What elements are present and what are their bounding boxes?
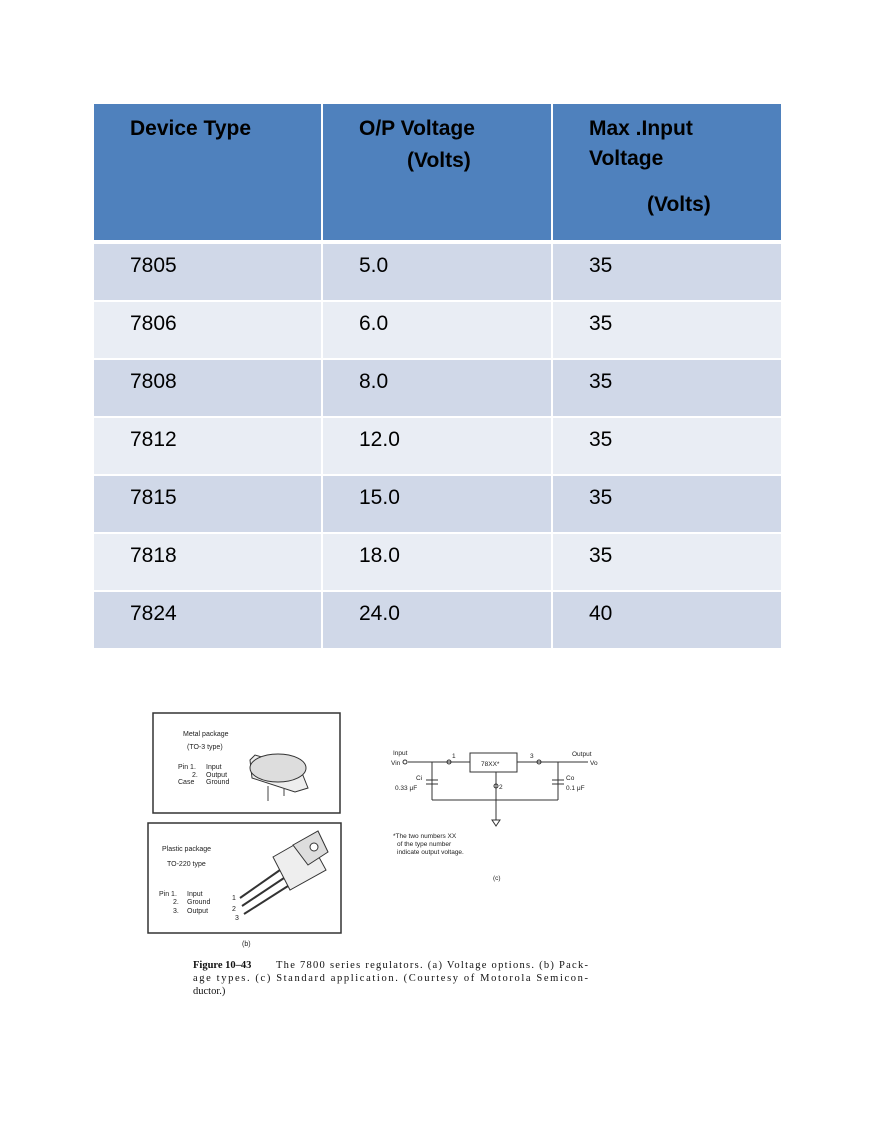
max-input-voltage-cell [553, 302, 781, 360]
cell-text: 7806 [130, 312, 177, 335]
device-type-cell [94, 592, 323, 650]
pin-label: Ground [187, 899, 211, 906]
header-text: (Volts) [647, 193, 711, 216]
cell-text: 5.0 [359, 254, 389, 277]
pin-label: Pin 1. [159, 891, 177, 898]
cell-text: 7815 [130, 486, 177, 509]
note-line: indicate output voltage. [397, 849, 464, 856]
device-type-cell [94, 534, 323, 592]
figure-7800-regulators [130, 700, 610, 1010]
table-row [94, 534, 781, 592]
ci-value: 0.33 μF [395, 785, 418, 792]
header-text: O/P Voltage [359, 117, 475, 140]
device-type-cell [94, 360, 323, 418]
header-device-type [94, 104, 323, 244]
pin-label: Case [178, 779, 195, 786]
header-max-input-voltage [553, 104, 781, 244]
pin-label: 2. [173, 899, 179, 906]
header-text: Voltage [589, 147, 664, 170]
cell-text: 8.0 [359, 370, 389, 393]
pin-label: Output [187, 908, 209, 915]
pin-label: 2. [192, 772, 198, 779]
pin-label: Pin 1. [178, 764, 196, 771]
op-voltage-cell [323, 418, 553, 476]
header-text: Device Type [130, 117, 252, 140]
lead-number: 2 [232, 906, 236, 913]
cell-text: 35 [589, 370, 613, 393]
caption-line: The 7800 series regulators. (a) Voltage options. (b) Pack- [276, 960, 588, 971]
cell-text: 12.0 [359, 428, 400, 451]
metal-type: (TO-3 type) [187, 744, 223, 751]
cell-text: 35 [589, 544, 613, 567]
co-value: 0.1 μF [566, 785, 585, 792]
table-row [94, 360, 781, 418]
max-input-voltage-cell [553, 534, 781, 592]
op-voltage-cell [323, 592, 553, 650]
cell-text: 35 [589, 254, 613, 277]
header-op-voltage [323, 104, 553, 244]
co-label: Co [566, 775, 575, 782]
pin-label: Input [187, 891, 203, 898]
cell-text: 7824 [130, 602, 177, 625]
cell-text: 18.0 [359, 544, 400, 567]
cell-text: 24.0 [359, 602, 400, 625]
op-voltage-cell [323, 534, 553, 592]
cell-text: 7808 [130, 370, 177, 393]
cell-text: 15.0 [359, 486, 400, 509]
plastic-title: Plastic package [162, 846, 212, 853]
op-voltage-cell [323, 244, 553, 302]
vin-label: Vin [391, 760, 401, 767]
to220-package-drawing [240, 831, 328, 914]
to3-package-drawing [250, 754, 308, 801]
cell-text: 7818 [130, 544, 177, 567]
table-row [94, 592, 781, 650]
table-row [94, 476, 781, 534]
table-row [94, 418, 781, 476]
device-type-cell [94, 302, 323, 360]
pin-label: 3. [173, 908, 179, 915]
note-line: *The two numbers XX [393, 833, 457, 840]
cell-text: 35 [589, 428, 613, 451]
max-input-voltage-cell [553, 476, 781, 534]
label-c: (c) [493, 875, 501, 882]
table-row [94, 302, 781, 360]
cell-text: 7805 [130, 254, 177, 277]
pin-label: Input [206, 764, 222, 771]
vo-label: Vo [590, 760, 598, 767]
metal-package-box [153, 713, 340, 813]
max-input-voltage-cell [553, 244, 781, 302]
note-line: of the type number [397, 841, 452, 848]
table-header-row [94, 104, 781, 244]
device-type-cell [94, 418, 323, 476]
pin-label: Output [206, 772, 228, 779]
pin3-label: 3 [530, 753, 534, 760]
max-input-voltage-cell [553, 360, 781, 418]
metal-title: Metal package [183, 731, 229, 738]
op-voltage-cell [323, 360, 553, 418]
input-label: Input [393, 750, 408, 757]
cell-text: 40 [589, 602, 613, 625]
chip-label: 78XX* [481, 761, 500, 768]
header-text: Max .Input [589, 117, 693, 140]
max-input-voltage-cell [553, 592, 781, 650]
cell-text: 7812 [130, 428, 177, 451]
output-label: Output [572, 751, 592, 758]
cell-text: 35 [589, 486, 613, 509]
lead-number: 1 [232, 895, 236, 902]
cell-text: 6.0 [359, 312, 389, 335]
max-input-voltage-cell [553, 418, 781, 476]
regulator-table [94, 104, 781, 650]
caption-line: ductor.) [193, 986, 226, 997]
device-type-cell [94, 476, 323, 534]
caption-line: age types. (c) Standard application. (Courtesy of Motorola Semicon- [193, 973, 589, 984]
pin2-label: 2 [499, 784, 503, 791]
pin1-label: 1 [452, 753, 456, 760]
plastic-type: TO-220 type [167, 861, 206, 868]
header-text: (Volts) [407, 149, 471, 172]
op-voltage-cell [323, 302, 553, 360]
label-b: (b) [242, 941, 251, 948]
device-type-cell [94, 244, 323, 302]
caption-figure-number: Figure 10–43 [193, 960, 252, 971]
ci-label: Ci [416, 775, 423, 782]
lead-number: 3 [235, 915, 239, 922]
pin-label: Ground [206, 779, 230, 786]
op-voltage-cell [323, 476, 553, 534]
cell-text: 35 [589, 312, 613, 335]
table-row [94, 244, 781, 302]
